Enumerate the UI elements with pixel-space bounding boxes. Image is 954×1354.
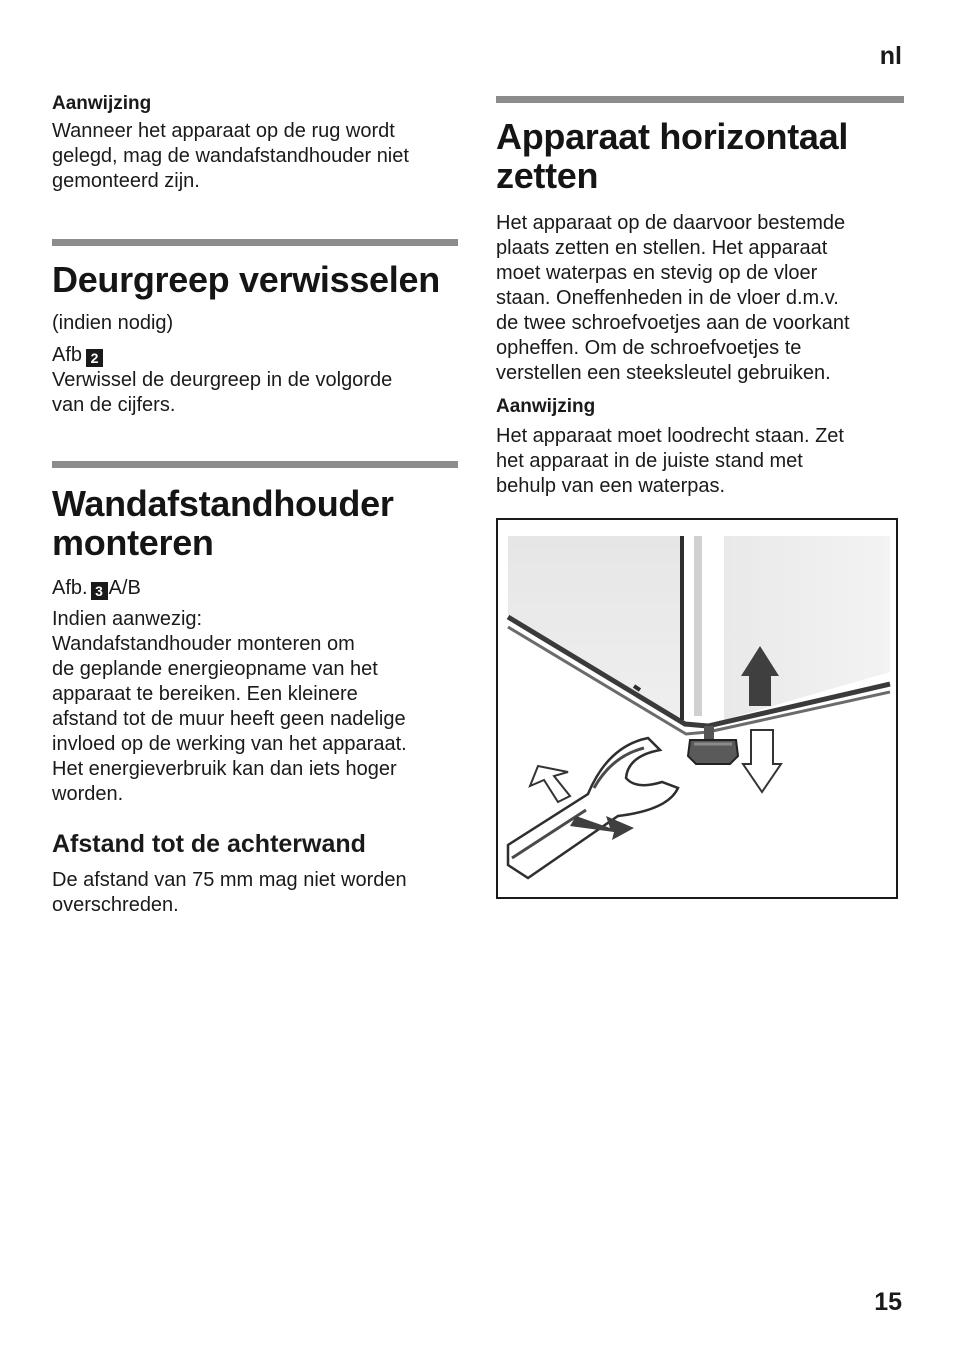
figure-number-badge: 2 <box>86 349 103 367</box>
body-line: worden. <box>52 783 124 805</box>
note-line: Wanneer het apparaat op de rug wordt <box>52 120 395 142</box>
note-line: gelegd, mag de wandafstandhouder niet <box>52 145 409 167</box>
section-divider <box>496 96 904 103</box>
figure-reference <box>52 343 458 368</box>
note-aanwijzing-2 <box>496 395 904 499</box>
note-line: gemonteerd zijn. <box>52 170 200 192</box>
figure-reference <box>52 576 458 601</box>
section-horizontaal <box>496 96 904 386</box>
body-line: moet waterpas en stevig op de vloer <box>496 262 818 284</box>
note-heading: Aanwijzing <box>52 93 152 114</box>
body-line: verstellen een steeksleutel gebruiken. <box>496 362 831 384</box>
figure-number-badge: 3 <box>91 582 108 600</box>
section-deurgreep <box>52 239 458 418</box>
body-line: de twee schroefvoetjes aan de voorkant <box>496 312 850 334</box>
body-line: overschreden. <box>52 894 179 916</box>
note-heading: Aanwijzing <box>496 396 596 417</box>
body-line: de geplande energieopname van het <box>52 658 378 680</box>
body-line: Het apparaat op de daarvoor bestemde <box>496 212 846 234</box>
section-divider <box>52 461 458 468</box>
arrow-down-icon <box>743 730 781 792</box>
figure-label: Afb. <box>52 577 88 599</box>
section-title: Deurgreep verwisselen <box>52 259 440 300</box>
note-line: Het apparaat moet loodrecht staan. Zet <box>496 425 844 447</box>
body-line: De afstand van 75 mm mag niet worden <box>52 869 407 891</box>
body-line: invloed op de werking van het apparaat. <box>52 733 407 755</box>
appliance-side-panel <box>508 536 680 718</box>
note-aanwijzing-1 <box>52 92 458 194</box>
note-line: het apparaat in de juiste stand met <box>496 450 803 472</box>
section-title-line1: Wandafstandhouder <box>52 483 394 524</box>
subsection-title: Afstand tot de achterwand <box>52 830 366 858</box>
body-line: plaats zetten en stellen. Het apparaat <box>496 237 828 259</box>
body-line: van de cijfers. <box>52 394 176 416</box>
section-divider <box>52 239 458 246</box>
body-line: apparaat te bereiken. Een kleinere <box>52 683 358 705</box>
figure-label: Afb <box>52 344 83 366</box>
figure-suffix: A/B <box>108 577 141 599</box>
section-wandafstandhouder <box>52 461 458 807</box>
leveling-drawing <box>498 520 896 897</box>
condition-text: (indien nodig) <box>52 312 174 334</box>
language-code: nl <box>879 42 902 70</box>
body-line: opheffen. Om de schroefvoetjes te <box>496 337 802 359</box>
body-line: staan. Oneffenheden in de vloer d.m.v. <box>496 287 839 309</box>
note-line: behulp van een waterpas. <box>496 475 726 497</box>
section-title-line2: monteren <box>52 522 214 563</box>
body-line: Wandafstandhouder monteren om <box>52 633 355 655</box>
body-line: Verwissel de deurgreep in de volgorde <box>52 369 393 391</box>
page-number: 15 <box>874 1288 902 1316</box>
section-title-line2: zetten <box>496 155 599 196</box>
body-line: Het energieverbruik kan dan iets hoger <box>52 758 397 780</box>
body-line: afstand tot de muur heeft geen nadelige <box>52 708 406 730</box>
rotate-left-arrow-icon <box>530 766 570 802</box>
section-title-line1: Apparaat horizontaal <box>496 116 849 157</box>
leveling-illustration <box>496 518 898 899</box>
appliance-front-panel <box>724 536 890 720</box>
subsection-afstand <box>52 829 458 918</box>
wrench-icon <box>508 738 678 878</box>
body-line: Indien aanwezig: <box>52 608 203 630</box>
